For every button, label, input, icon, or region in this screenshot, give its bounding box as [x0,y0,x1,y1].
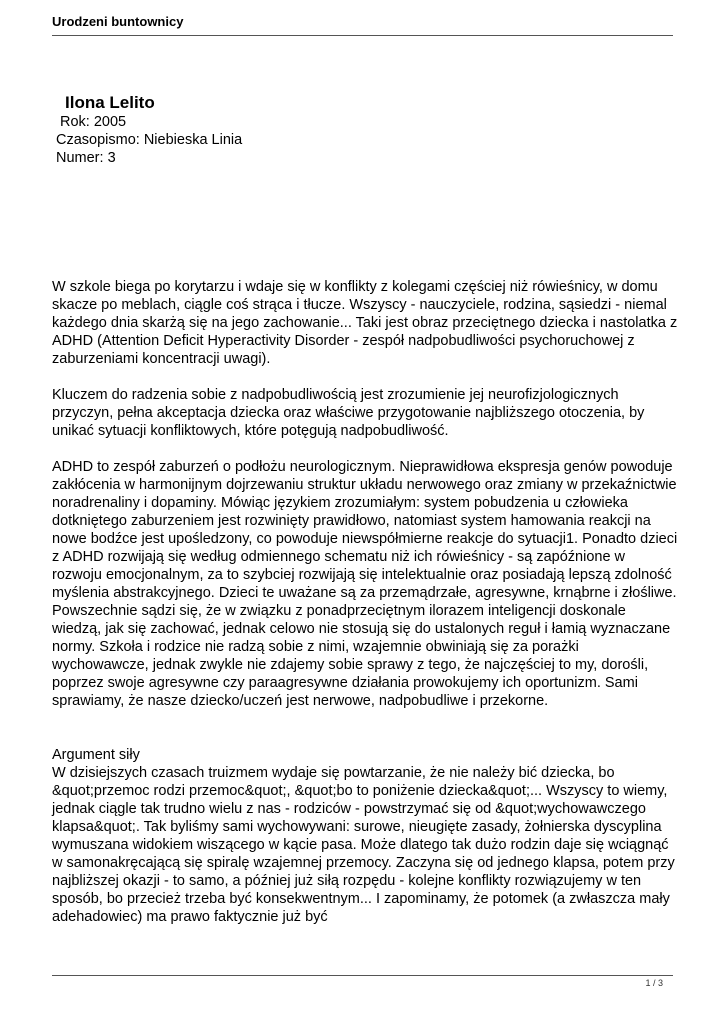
paragraph: W szkole biega po korytarzu i wdaje się w konflikty z kolegami częściej niż rówieśnicy, w domu skacze po meblach, ciągle coś strąca i tłucze. Wszyscy - nauczyciele, rodzina, sąsiedzi - niemal każdego dnia skarżą się na jego zachowanie... Taki jest obraz przeciętnego dziecka i nastolatka z ADHD (Attention Deficit Hyperactivity Disorder - zespół nadpobudliwości psychoruchowej z zaburzeniami koncentracji uwagi). [52,279,678,367]
header-title: Urodzeni buntownicy [52,14,184,29]
year: Rok: 2005 [60,114,127,130]
author-name: Ilona Lelito [65,93,155,112]
page-number: 1 / 3 [645,978,663,988]
header-divider [52,35,673,36]
article-body [52,278,678,926]
section-heading: Argument siły [52,747,140,763]
section-paragraph: W dzisiejszych czasach truizmem wydaje się powtarzanie, że nie należy bić dziecka, bo &quot;przemoc rodzi przemoc&quot;, &quot;bo to poniżenie dziecka&quot;... Wszyscy to wiemy, jednak ciągle tak trudno wielu z nas - rodziców - powstrzymać się od &quot;wychowawczego klapsa&quot;. Tak byliśmy sami wychowywani: surowe, nieugięte zasady, żołnierska dyscyplina wymuszana widokiem wiszącego w kącie pasa. Może dlatego tak dużo rodzin daje się wciągnąć w samonakręcającą się spiralę wzajemnej przemocy. Zaczyna się od jednego klapsa, potem przy najbliższej okazji - to samo, a później już siłą rozpędu - kolejne konflikty rozwiązujemy w ten sposób, bo przecież trzeba być konsekwentnym... I zapominamy, że potomek (a zwłaszcza mały adehadowiec) ma prawo faktycznie już być [52,765,675,925]
footer-divider [52,975,673,976]
magazine: Czasopismo: Niebieska Linia [56,132,243,148]
paragraph: ADHD to zespół zaburzeń o podłożu neurologicznym. Nieprawidłowa ekspresja genów powoduje zakłócenia w harmonijnym dojrzewaniu struktur układu nerwowego oraz zmiany w przekaźnictwie noradrenaliny i dopaminy. Mówiąc językiem zrozumiałym: system pobudzenia u człowieka dotkniętego zaburzeniem jest rozwinięty prawidłowo, natomiast system hamowania reakcji na nowe bodźce jest upośledzony, co powoduje niewspółmierne reakcje do sytuacji1. Ponadto dzieci z ADHD rozwijają się według odmiennego schematu niż ich rówieśnicy - są zapóźnione w rozwoju emocjonalnym, za to szybciej rozwijają się intelektualnie oraz posiadają lepszą zdolność myślenia abstrakcyjnego. Dzieci te uważane są za przemądrzałe, agresywne, krnąbrne i złośliwe. Powszechnie sądzi się, że w związku z ponadprzeciętnym ilorazem inteligencji doskonale wiedzą, jak się zachować, jednak celowo nie stosują się do ustalonych reguł i łamią wyznaczane normy. Szkoła i rodzice nie radzą sobie z nimi, wzajemnie obwiniają się za porażki wychowawcze, jednak zwykle nie zdajemy sobie sprawy z tego, że najczęściej to my, dorośli, poprzez swoje agresywne czy paraagresywne działania prowokujemy ich oportunizm. Sami sprawiamy, że nasze dziecko/uczeń jest nerwowe, nadpobudliwe i przekorne. [52,459,678,709]
issue-number: Numer: 3 [56,150,116,166]
paragraph: Kluczem do radzenia sobie z nadpobudliwością jest zrozumienie jej neurofizjologicznych przyczyn, pełna akceptacja dziecka oraz właściwe przygotowanie najbliższego otoczenia, by unikać sytuacji konfliktowych, które potęgują nadpobudliwość. [52,387,645,439]
